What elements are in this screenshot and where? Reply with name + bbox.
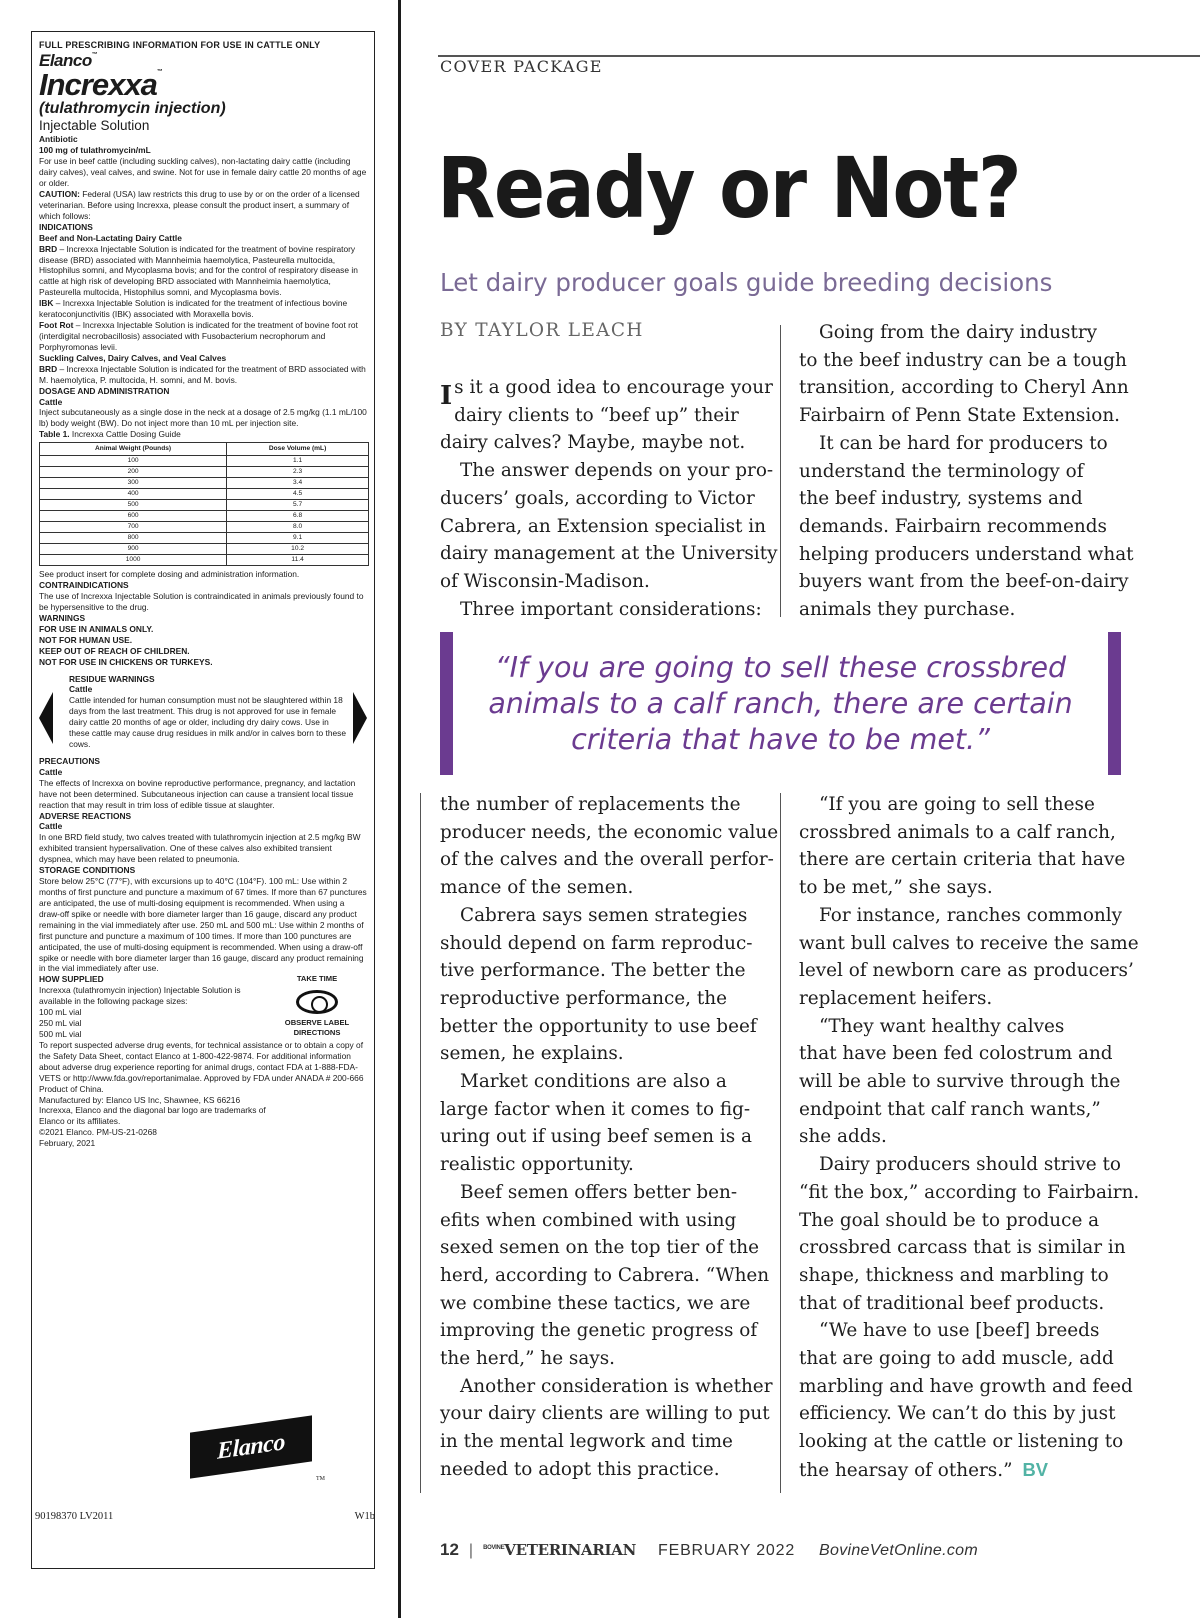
table-row: 100 1.1 [40,456,369,467]
package-size: 500 mL vial [39,1029,82,1039]
article-line: tive performance. The better the [440,960,746,982]
adverse-heading: ADVERSE REACTIONS [39,810,132,821]
drug-class: Antibiotic [39,134,78,145]
article-line: It can be hard for producers to [819,432,1108,454]
precautions-heading: PRECAUTIONS [39,755,100,766]
article-line: sexed semen on the top tier of the [440,1237,759,1259]
article-line: dairy calves? Maybe, maybe not. [440,432,746,454]
formulation: Injectable Solution [39,118,150,134]
adverse-cattle-label: Cattle [39,821,63,832]
trademark-note: Increxxa, Elanco and the diagonal bar logo are trademarks of Elanco or its affiliates. [39,1105,266,1127]
article-line: efits when combined with using [440,1209,737,1231]
article-line: understand the terminology of [799,460,1084,482]
indications-heading: INDICATIONS [39,221,93,232]
page-divider [398,0,401,1618]
pull-quote-bar-right [1108,632,1121,775]
elanco-logo: Elanco [190,1415,312,1478]
pull-quote-line: “If you are going to sell these crossbred [494,651,1067,684]
article-line: Three important considerations: [460,598,762,620]
article-line: replacement heifers. [799,987,993,1009]
article-line: she adds. [799,1126,887,1148]
label-code-left: 90198370 LV2011 [35,1511,114,1522]
article-line: transition, according to Cheryl Ann [799,377,1129,399]
caution-paragraph: CAUTION: Federal (USA) law restricts this drug to use by or on the order of a licensed veterinarian. Before using Increxxa, please consult the product insert, a summary of which follows: [39,189,360,221]
brand-name-small: Elanco™ [39,50,98,70]
product-name: Increxxa™ [39,67,162,103]
article-line: crossbred carcass that is similar in [799,1237,1126,1259]
article-line: Cabrera, an Extension specialist in [440,515,766,537]
article-line: Another consideration is whether [460,1375,773,1397]
article-line: efficiency. We can’t do this by just [799,1403,1116,1425]
footer-separator: | [468,1542,474,1559]
table-row: 400 4.5 [40,489,369,500]
article-line: For instance, ranches commonly [819,904,1123,926]
package-size: 250 mL vial [39,1018,82,1029]
article-line: the herd,” he says. [440,1348,615,1370]
column-rule [780,325,781,617]
table-row: 300 3.4 [40,478,369,489]
article-line: dairy management at the University [440,543,778,565]
pull-quote-line: animals to a calf ranch, there are certain [488,687,1073,720]
article-line: improving the genetic progress of [440,1320,758,1342]
report-text: To report suspected adverse drug events, for technical assistance or to obtain a copy of the Safety Data Sheet, contact Elanco at 1-800-422-9874. For additional information about adverse drug experience reporting for animal drugs, contact FDA at 1-888-FDA-VETS or http://www.fda.gov/reportanimalae. Approved by FDA under ANADA # 200-666 [39,1039,364,1083]
arrow-left-icon [39,692,53,744]
article-line: Cabrera says semen strategies [460,904,748,926]
article-line: demands. Fairbairn recommends [799,515,1107,537]
article-line: semen, he explains. [440,1043,624,1065]
article-line: marbling and have growth and feed [799,1375,1133,1397]
table-caption: Table 1. Increxxa Cattle Dosing Guide [39,429,181,440]
column-rule-left [420,793,421,1493]
article-line: that are going to add muscle, add [799,1348,1114,1370]
headline: Ready or Not? [437,139,1021,237]
residue-warnings-box [39,672,367,752]
column-1-top [440,374,778,623]
beef-cattle-heading: Beef and Non-Lactating Dairy Cattle [39,232,182,243]
article-line: of the calves and the overall perfor- [440,849,774,871]
ad-header: FULL PRESCRIBING INFORMATION FOR USE IN CATTLE ONLY [39,40,321,50]
precautions-cattle-label: Cattle [39,766,63,777]
manufacturer: Manufactured by: Elanco US Inc, Shawnee, KS 66216 [39,1094,241,1105]
warning-line: KEEP OUT OF REACH OF CHILDREN. [39,645,190,656]
article-line: better the opportunity to use beef [440,1015,757,1037]
issue-date: FEBRUARY 2022 [658,1542,796,1559]
article-line: there are certain criteria that have [799,849,1126,871]
dosage-cattle-label: Cattle [39,396,63,407]
article-line: uring out if using beef semen is a [440,1126,752,1148]
article-line: Going from the dairy industry [819,322,1098,343]
article-line: Fairbairn of Penn State Extension. [799,405,1121,427]
article-line: realistic opportunity. [440,1154,634,1176]
label-code-right: W1b [354,1511,375,1522]
article-line: Beef semen offers better ben- [460,1181,738,1203]
contraindications-text: The use of Increxxa Injectable Solution is contraindicated in animals previously found to be hypersensitive to the drug. [39,591,364,612]
package-size: 100 mL vial [39,1007,82,1018]
article-line: level of newborn care as producers’ [799,960,1134,982]
brd-paragraph: BRD – Increxxa Injectable Solution is indicated for the treatment of bovine respiratory disease (BRD) associated with Mannheimia haemolytica, Pasteurella multocida, Histophilus somni, and Mycoplasma bovis; and for the control of respiratory disease in cattle at high risk of developing BRD associated with Mannheimia haemolytica, Pasteurella multocida, Histophilus somni, and Mycoplasma bovis. [39,243,358,298]
end-mark: BV [1022,1458,1049,1480]
article-line: want bull calves to receive the same [799,932,1139,954]
article-line: endpoint that calf ranch wants,” [799,1098,1101,1120]
column-rule [780,793,781,1493]
pull-quote-text [470,650,1091,758]
storage-heading: STORAGE CONDITIONS [39,865,136,876]
copyright: ©2021 Elanco. PM-US-21-0268 [39,1127,157,1138]
publication-masthead: $^{BOVINE}$VETERINARIAN [483,1541,637,1559]
article-line: the number of replacements the [440,794,741,815]
ibk-paragraph: IBK – Increxxa Injectable Solution is indicated for the treatment of infectious bovine keratoconjunctivitis (IBK) associated with Moraxella bovis. [39,298,348,320]
use-text: For use in beef cattle (including suckling calves), non-lactating dairy cattle (including dairy calves), veal calves, and swine. Not for use in female dairy cattle 20 months of age or older. [39,156,367,189]
article-line: Market conditions are also a [460,1071,727,1093]
article-line: producer needs, the economic value [440,821,779,843]
arrow-right-icon [353,692,367,744]
article-line: reproductive performance, the [440,987,727,1009]
table-row: 200 2.3 [40,467,369,478]
table-row: 500 5.7 [40,500,369,511]
article-line: Dairy producers should strive to [819,1154,1121,1176]
take-time-label: TAKE TIME [296,974,338,984]
article-line: crossbred animals to a calf ranch, [799,821,1116,843]
dosage-text: Inject subcutaneously as a single dose in the neck at a dosage of 2.5 mg/kg (1.1 mL/100 lb) body weight (BW). Do not inject more than 10 mL per injection site. [39,407,367,429]
warning-line: NOT FOR HUMAN USE. [39,634,133,645]
table-row: 800 9.1 [40,533,369,544]
footrot-paragraph: Foot Rot – Increxxa Injectable Solution is indicated for the treatment of bovine foot rot (interdigital necrobacillosis) associated with Fusobacterium necrophorum and Porphyromonas levii. [39,320,358,352]
table-row: 600 6.8 [40,511,369,522]
page-footer [440,1540,978,1560]
origin: Product of China. [39,1083,104,1094]
contraindications-heading: CONTRAINDICATIONS [39,580,129,591]
article-line: animals they purchase. [799,599,1016,621]
article-line: to the beef industry can be a tough [799,349,1127,371]
warning-line: NOT FOR USE IN CHICKENS OR TURKEYS. [39,656,213,667]
article-line: dairy clients to “beef up” their [454,404,739,426]
dosage-heading: DOSAGE AND ADMINISTRATION [39,385,170,396]
how-supplied-heading: HOW SUPPLIED [39,974,104,985]
see-insert-note: See product insert for complete dosing and administration information. [39,569,300,580]
article-line: needed to adopt this practice. [440,1458,720,1480]
warnings-heading: WARNINGS [39,612,86,623]
suckling-calves-heading: Suckling Calves, Dairy Calves, and Veal Calves [39,352,227,363]
article-line: the beef industry, systems and [799,488,1083,510]
drug-label-ad [31,31,375,1569]
article-line: “If you are going to sell these [819,794,1095,815]
article-line: looking at the cattle or listening to [799,1431,1124,1453]
article-line: herd, according to Cabrera. “When [440,1264,770,1286]
article-line: that of traditional beef products. [799,1292,1105,1314]
article-line: large factor when it comes to fig- [440,1098,751,1120]
article-line: helping producers understand what [799,543,1134,565]
drop-cap: I [440,381,453,411]
article-line: mance of the semen. [440,877,634,899]
how-supplied-section [39,974,367,1040]
article-line: “We have to use [beef] breeds [819,1320,1100,1342]
how-supplied-text: Increxxa (tulathromycin injection) Injectable Solution is available in the following package sizes: [39,985,241,1007]
article-line: ducers’ goals, according to Victor [440,487,755,509]
article-line: The goal should be to produce a [799,1209,1100,1231]
table-header-weight: Animal Weight (Pounds) [40,443,227,456]
article-line: shape, thickness and marbling to [799,1264,1109,1286]
article-line: I s it a good idea to encourage your [440,374,762,402]
article-line: The answer depends on your pro- [460,460,774,482]
pull-quote [440,632,1121,775]
precautions-text: The effects of Increxxa on bovine reproductive performance, pregnancy, and lactation have not been determined. Subcutaneous injection can cause a transient local tissue reaction that may result in trim loss of edible tissue at slaughter. [39,777,356,810]
pull-quote-line: criteria that have to be met.” [571,723,990,756]
generic-name: (tulathromycin injection) [39,99,226,117]
article-line: to be met,” she says. [799,877,993,899]
elanco-logo-tm: TM [316,1476,325,1482]
section-kicker: COVER PACKAGE [440,57,603,76]
brd2-paragraph: BRD – Increxxa Injectable Solution is indicated for the treatment of BRD associated with M. haemolytica, P. multocida, H. somni, and M. bovis. [39,363,366,385]
article-line: we combine these tactics, we are [440,1292,751,1314]
article-line: will be able to survive through the [799,1071,1121,1093]
table-row: 700 8.0 [40,522,369,533]
column-2-top [799,319,1134,624]
article-line: of Wisconsin-Madison. [440,570,650,592]
article-line: your dairy clients are willing to put [440,1403,770,1425]
page-number: 12 [440,1540,459,1559]
table-row: 900 10.2 [40,544,369,555]
observe-label-directions: OBSERVE LABEL DIRECTIONS [284,1018,350,1038]
eye-clock-icon [296,990,338,1014]
article-line: the hearsay of others.” BV [799,1458,1049,1481]
article-line: in the mental legwork and time [440,1431,733,1453]
article-line: should depend on farm reproduc- [440,932,753,954]
residue-heading: RESIDUE WARNINGS [69,673,155,684]
pull-quote-bar-left [440,632,453,775]
article-line: “They want healthy calves [819,1015,1065,1037]
subheadline: Let dairy producer goals guide breeding decisions [440,268,1053,297]
residue-text: Cattle intended for human consumption must not be slaughtered within 18 days from the last treatment. This drug is not approved for use in female dairy cattle 20 months of age or older, including dry dairy cows. Use in these cattle may cause drug residues in milk and/or in calves born to these cows. [69,695,346,750]
article-line: “fit the box,” according to Fairbairn. [799,1181,1140,1203]
table-header-dose: Dose Volume (mL) [227,443,369,456]
article-line: that have been fed colostrum and [799,1043,1113,1065]
storage-text: Store below 25°C (77°F), with excursions up to 40°C (104°F). 100 mL: Use within 2 months of first puncture and puncture a maximum of 67 times. If more than 67 punctures are anticipated, the use of multi-dosing equipment is recommended. When using a draw-off spike or needle with bore diameter larger than 16 gauge, discard any product remaining in the vial immediately after use. 250 mL and 500 mL: Use within 2 months of first puncture and puncture a maximum of 100 times. If more than 100 punctures are anticipated, the use of multi-dosing equipment is recommended. When using a draw-off spike or needle with bore diameter larger than 16 gauge, discard any product remaining in the vial immediately after use. [39,876,367,974]
column-1-bottom [440,791,779,1484]
residue-cattle-label: Cattle [69,684,93,695]
adverse-text: In one BRD field study, two calves treated with tulathromycin injection at 2.5 mg/kg BW exhibited transient hypersalivation. One of these calves also exhibited transient dyspnea, which may have been related to pneumonia. [39,832,361,865]
byline: BY TAYLOR LEACH [440,320,644,341]
take-time-badge [273,974,361,1038]
warning-line: FOR USE IN ANIMALS ONLY. [39,623,154,634]
drug-strength: 100 mg of tulathromycin/mL [39,145,151,156]
ad-footer-codes [35,1511,375,1522]
table-row: 1000 11.4 [40,555,369,566]
dosing-table [39,442,369,566]
label-date: February, 2021 [39,1138,96,1149]
article-line: buyers want from the beef-on-dairy [799,571,1129,593]
website-link[interactable]: BovineVetOnline.com [819,1542,978,1559]
column-2-bottom [799,791,1140,1485]
